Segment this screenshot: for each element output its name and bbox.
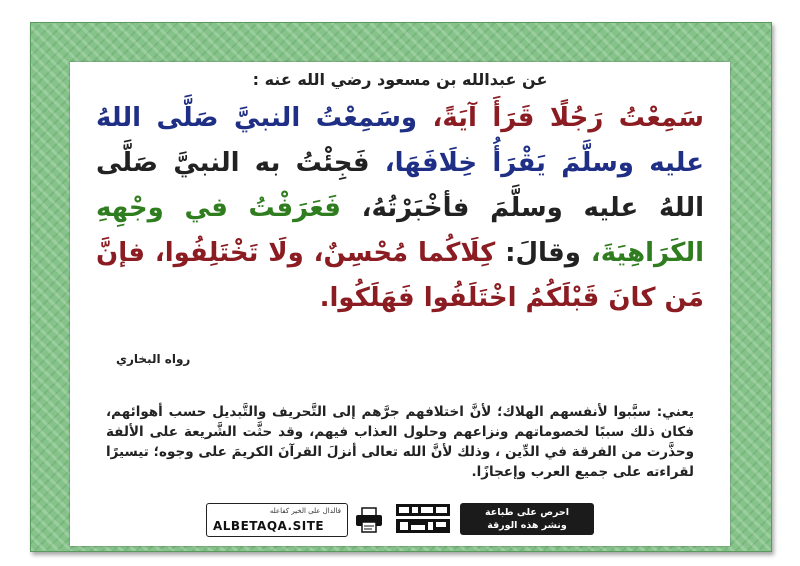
narrator-line: عن عبدالله بن مسعود رضي الله عنه : [252, 70, 548, 89]
explanation-paragraph: يعني: سبَّبوا لأنفسهم الهلاك؛ لأنَّ اختلافهم جرَّهم إلى التَّحريف والتَّبديل حسب أهوائهم، فكان ذلك سببًا لخصوماتهم ونزاعهم وحلول العذاب فيهم، وقد حثَّت الشَّريعة على الألفة وحذَّرت من الفرقة في الدِّين ، وذلك لأنَّ الله تعالى أنزلَ القرآنَ الكريمَ على وجوه؛ تيسيرًا لقراءته على جميع العرب وإعجازًا. [106, 404, 694, 480]
hadith-segment-5: وقالَ: [505, 238, 581, 268]
hadith-text [96, 96, 704, 321]
site-url[interactable]: ALBETAQA.SITE [213, 519, 325, 533]
print-note-line-2: ونشر هذه الورقة [487, 520, 567, 531]
source-reference: رواه البخاري [116, 352, 191, 366]
footer-bar [206, 501, 594, 541]
hadith-segment-4: فَعَرَفْتُ في وجْهِهِ الكَرَاهِيَةَ، [96, 193, 704, 268]
site-tagline: فالدال على الخير كفاعله [269, 507, 341, 515]
hadith-segment-1: سَمِعْتُ رَجُلًا قَرَأَ آيَةً، [432, 103, 704, 133]
hadith-segment-3: فَجِئْتُ به النبيَّ صَلَّى اللهُ عليه وسلَّمَ فأخْبَرْتُهُ، [96, 148, 705, 223]
site-box[interactable] [206, 503, 348, 537]
print-note-line-1: احرص على طباعة [484, 507, 570, 518]
hadith-segment-6: كِلَاكُما مُحْسِنٌ، ولَا تَخْتَلِفُوا، فإنَّ مَن كانَ قَبْلَكُمُ اخْتَلَفُوا فَهَلَكُوا. [96, 238, 704, 313]
hadith-segment-2: وسَمِعْتُ النبيَّ صَلَّى اللهُ عليه وسلَّمَ يَقْرَأُ خِلَافَهَا، [96, 103, 704, 178]
printer-icon [354, 507, 384, 533]
print-note [460, 503, 594, 535]
albetaqa-logo [394, 501, 452, 537]
hadith-card [70, 62, 730, 546]
